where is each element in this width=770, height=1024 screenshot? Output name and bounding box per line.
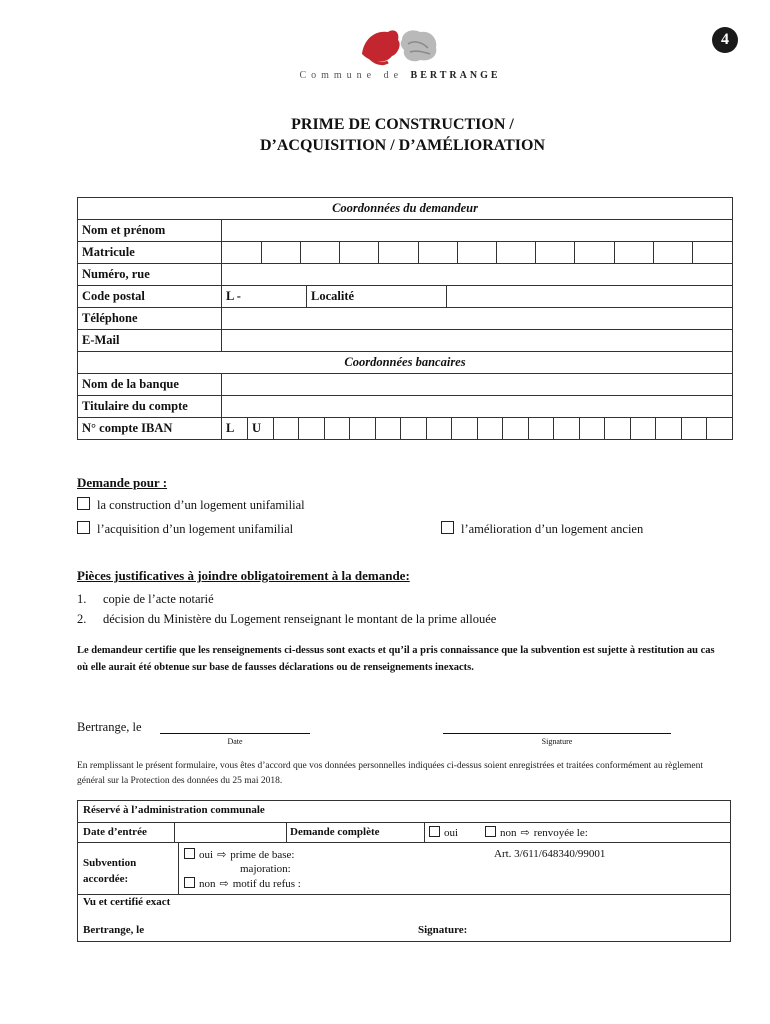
iban-digit[interactable]	[375, 418, 401, 439]
commune-name	[290, 70, 510, 81]
signature-caption: Signature	[541, 737, 573, 746]
iban-digit[interactable]	[324, 418, 350, 439]
gdpr-notice: En remplissant le présent formulaire, vous êtes d’accord que vos données personnelles indiquées ci-dessus soient enregistrées et traitées conformément au règlement général sur la Protection des données du 25 mai 2018.	[77, 761, 704, 786]
matricule-digit[interactable]	[575, 242, 614, 263]
commune-logo	[358, 24, 442, 68]
matricule-digit[interactable]	[300, 242, 339, 263]
matricule-digit[interactable]	[340, 242, 379, 263]
page-number-badge: 4	[712, 27, 738, 53]
name-label: Nom et prénom	[78, 220, 222, 242]
iban-digit[interactable]	[630, 418, 656, 439]
complete-no-label: non	[500, 827, 517, 839]
increase-label: majoration:	[240, 863, 291, 875]
account-holder-field[interactable]	[222, 396, 733, 418]
document-text: décision du Ministère du Logement renseignant le montant de la prime allouée	[103, 612, 497, 626]
document-text: copie de l’acte notarié	[103, 592, 214, 606]
base-bonus-label: prime de base:	[230, 849, 295, 861]
iban-prefix-l: L	[222, 418, 248, 439]
checkbox[interactable]	[485, 826, 496, 837]
admin-place-label: Bertrange, le	[83, 924, 145, 936]
postal-label: Code postal	[78, 286, 222, 308]
option-improvement-label: l’amélioration d’un logement ancien	[461, 522, 644, 536]
bank-section-title: Coordonnées bancaires	[78, 352, 733, 374]
locality-field[interactable]	[447, 286, 733, 308]
returned-label: renvoyée le:	[533, 827, 588, 839]
iban-digit[interactable]	[452, 418, 478, 439]
iban-digit[interactable]	[528, 418, 554, 439]
commune-name-bold: BERTRANGE	[410, 70, 501, 81]
complete-yes-label: oui	[444, 827, 459, 839]
signature-line[interactable]	[443, 733, 671, 734]
iban-digit[interactable]	[554, 418, 580, 439]
matricule-digit[interactable]	[418, 242, 457, 263]
iban-prefix-u: U	[248, 418, 274, 439]
phone-field[interactable]	[222, 308, 733, 330]
email-field[interactable]	[222, 330, 733, 352]
arrow-right-icon: ⇨	[217, 848, 227, 861]
iban-digit[interactable]	[299, 418, 325, 439]
document-item	[77, 612, 496, 627]
street-field[interactable]	[222, 264, 733, 286]
admin-box	[77, 800, 731, 942]
grant-label-1: Subvention	[83, 857, 137, 869]
certified-label: Vu et certifié exact	[83, 896, 171, 908]
document-num: 1.	[77, 592, 87, 606]
iban-field[interactable]	[222, 418, 733, 440]
bank-name-label: Nom de la banque	[78, 374, 222, 396]
matricule-digit[interactable]	[693, 242, 732, 263]
matricule-label: Matricule	[78, 242, 222, 264]
documents-heading: Pièces justificatives à joindre obligatoirement à la demande:	[77, 568, 410, 583]
grant-label-2: accordée:	[83, 873, 129, 885]
checkbox[interactable]	[184, 877, 195, 888]
date-line[interactable]	[160, 733, 310, 734]
postal-field[interactable]	[222, 286, 307, 308]
iban-digit[interactable]	[707, 418, 733, 439]
checkbox[interactable]	[184, 848, 195, 859]
request-heading: Demande pour :	[77, 475, 168, 490]
locality-label: Localité	[307, 286, 447, 308]
admin-title: Réservé à l’administration communale	[83, 804, 265, 816]
matricule-digit[interactable]	[261, 242, 300, 263]
place-label: Bertrange, le	[77, 720, 142, 734]
iban-digit[interactable]	[503, 418, 529, 439]
document-num: 2.	[77, 612, 87, 626]
option-improvement[interactable]	[441, 521, 643, 537]
grant-no[interactable]	[184, 877, 301, 890]
option-construction-label: la construction d’un logement unifamilial	[97, 498, 305, 512]
checkbox[interactable]	[441, 521, 454, 534]
form-title-line1: PRIME DE CONSTRUCTION /	[291, 116, 514, 133]
form-title-line2: D’ACQUISITION / D’AMÉLIORATION	[259, 137, 546, 154]
document-item	[77, 592, 214, 607]
iban-digit[interactable]	[426, 418, 452, 439]
checkbox[interactable]	[77, 497, 90, 510]
name-field[interactable]	[222, 220, 733, 242]
article-number: Art. 3/611/648340/99001	[494, 848, 606, 860]
admin-signature-label: Signature:	[418, 924, 468, 936]
matricule-digit[interactable]	[497, 242, 536, 263]
iban-digit[interactable]	[350, 418, 376, 439]
iban-digit[interactable]	[605, 418, 631, 439]
iban-digit[interactable]	[401, 418, 427, 439]
refusal-reason-label: motif du refus :	[232, 878, 301, 890]
checkbox[interactable]	[77, 521, 90, 534]
street-label: Numéro, rue	[78, 264, 222, 286]
applicant-section-title: Coordonnées du demandeur	[78, 198, 733, 220]
grant-yes[interactable]	[184, 848, 294, 861]
applicant-table	[77, 197, 733, 440]
iban-digit[interactable]	[656, 418, 682, 439]
checkbox[interactable]	[429, 826, 440, 837]
account-holder-label: Titulaire du compte	[78, 396, 222, 418]
iban-digit[interactable]	[579, 418, 605, 439]
complete-yes[interactable]	[429, 826, 458, 839]
postal-prefix: L -	[226, 289, 241, 303]
iban-digit[interactable]	[477, 418, 503, 439]
arrow-right-icon: ⇨	[219, 877, 229, 890]
matricule-digit[interactable]	[653, 242, 692, 263]
complete-no[interactable]	[485, 826, 588, 839]
grant-yes-label: oui	[199, 849, 214, 861]
iban-digit[interactable]	[273, 418, 299, 439]
matricule-digit[interactable]	[379, 242, 418, 263]
grant-label	[83, 855, 136, 887]
matricule-digit[interactable]	[614, 242, 653, 263]
matricule-digit[interactable]	[457, 242, 496, 263]
option-acquisition-label: l’acquisition d’un logement unifamilial	[97, 522, 294, 536]
date-caption: Date	[227, 737, 243, 746]
commune-prefix: Commune de	[299, 70, 404, 81]
grant-no-label: non	[199, 878, 216, 890]
iban-label: N° compte IBAN	[78, 418, 222, 440]
option-acquisition[interactable]	[77, 521, 293, 537]
complete-label: Demande complète	[290, 826, 380, 838]
matricule-digit[interactable]	[222, 242, 261, 263]
iban-digit[interactable]	[681, 418, 707, 439]
entry-date-label: Date d’entrée	[83, 826, 147, 838]
phone-label: Téléphone	[78, 308, 222, 330]
email-label: E-Mail	[78, 330, 222, 352]
arrow-right-icon: ⇨	[520, 826, 530, 839]
matricule-digit[interactable]	[536, 242, 575, 263]
option-construction[interactable]	[77, 497, 305, 513]
bank-name-field[interactable]	[222, 374, 733, 396]
certification-text: Le demandeur certifie que les renseignements ci-dessus sont exacts et qu’il a pris connaissance que la subvention est sujette à restitution au cas où elle aurait été obtenue sur base de fausses déclarations ou de renseignements inexacts.	[77, 645, 715, 673]
matricule-field[interactable]	[222, 242, 733, 264]
